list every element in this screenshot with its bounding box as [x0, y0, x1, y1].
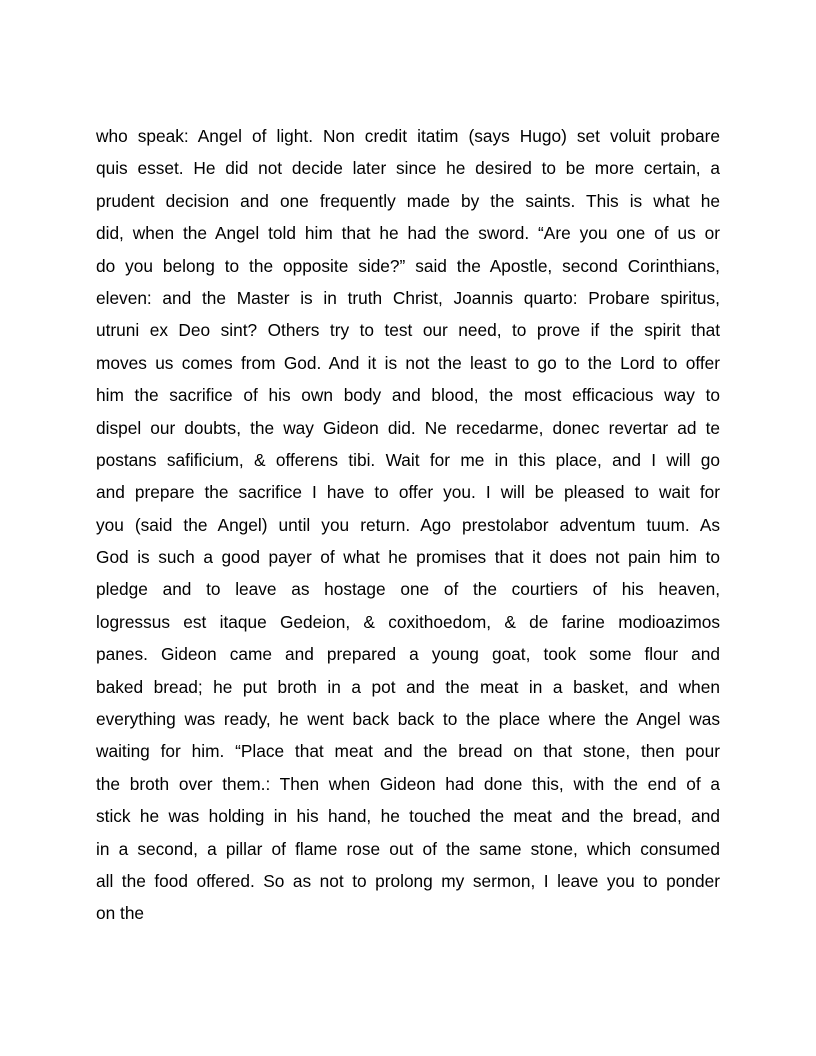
text-line: stick he was holding in his hand, he touched the meat and the bread, and — [96, 806, 720, 827]
text-line: him the sacrifice of his own body and blood, the most efficacious way to — [96, 385, 720, 406]
text-line: waiting for him. “Place that meat and the bread on that stone, then pour — [96, 741, 720, 762]
text-line: eleven: and the Master is in truth Christ, Joannis quarto: Probare spiritus, — [96, 287, 720, 308]
text-line: pledge and to leave as hostage one of the courtiers of his heaven, — [96, 579, 720, 600]
text-line: the broth over them.: Then when Gideon had done this, with the end of a — [96, 773, 720, 794]
text-line: you (said the Angel) until you return. Ago prestolabor adventum tuum. As — [96, 514, 720, 535]
text-line: postans safificium, & offerens tibi. Wait for me in this place, and I will go — [96, 449, 720, 470]
text-line: on the — [96, 903, 145, 924]
text-line: do you belong to the opposite side?” said the Apostle, second Corinthians, — [96, 255, 720, 276]
text-line: everything was ready, he went back back to the place where the Angel was — [96, 709, 720, 730]
text-line: moves us comes from God. And it is not the least to go to the Lord to offer — [96, 352, 720, 373]
text-line: dispel our doubts, the way Gideon did. Ne recedarme, donec revertar ad te — [96, 417, 720, 438]
text-line: utruni ex Deo sint? Others try to test our need, to prove if the spirit that — [96, 320, 720, 341]
text-line: and prepare the sacrifice I have to offer you. I will be pleased to wait for — [96, 482, 720, 503]
text-line: baked bread; he put broth in a pot and the meat in a basket, and when — [96, 676, 720, 697]
text-line: panes. Gideon came and prepared a young goat, took some flour and — [96, 644, 720, 665]
text-line: in a second, a pillar of flame rose out of the same stone, which consumed — [96, 838, 720, 859]
text-line: logressus est itaque Gedeion, & coxithoedom, & de farine modioazimos — [96, 611, 720, 632]
text-line: did, when the Angel told him that he had the sword. “Are you one of us or — [96, 223, 720, 244]
text-line: quis esset. He did not decide later since he desired to be more certain, a — [96, 158, 720, 179]
text-line: prudent decision and one frequently made by the saints. This is what he — [96, 190, 720, 211]
body-text — [96, 120, 720, 930]
text-line: all the food offered. So as not to prolong my sermon, I leave you to ponder — [96, 870, 720, 891]
text-line: God is such a good payer of what he promises that it does not pain him to — [96, 547, 720, 568]
text-line: who speak: Angel of light. Non credit itatim (says Hugo) set voluit probare — [96, 126, 720, 146]
